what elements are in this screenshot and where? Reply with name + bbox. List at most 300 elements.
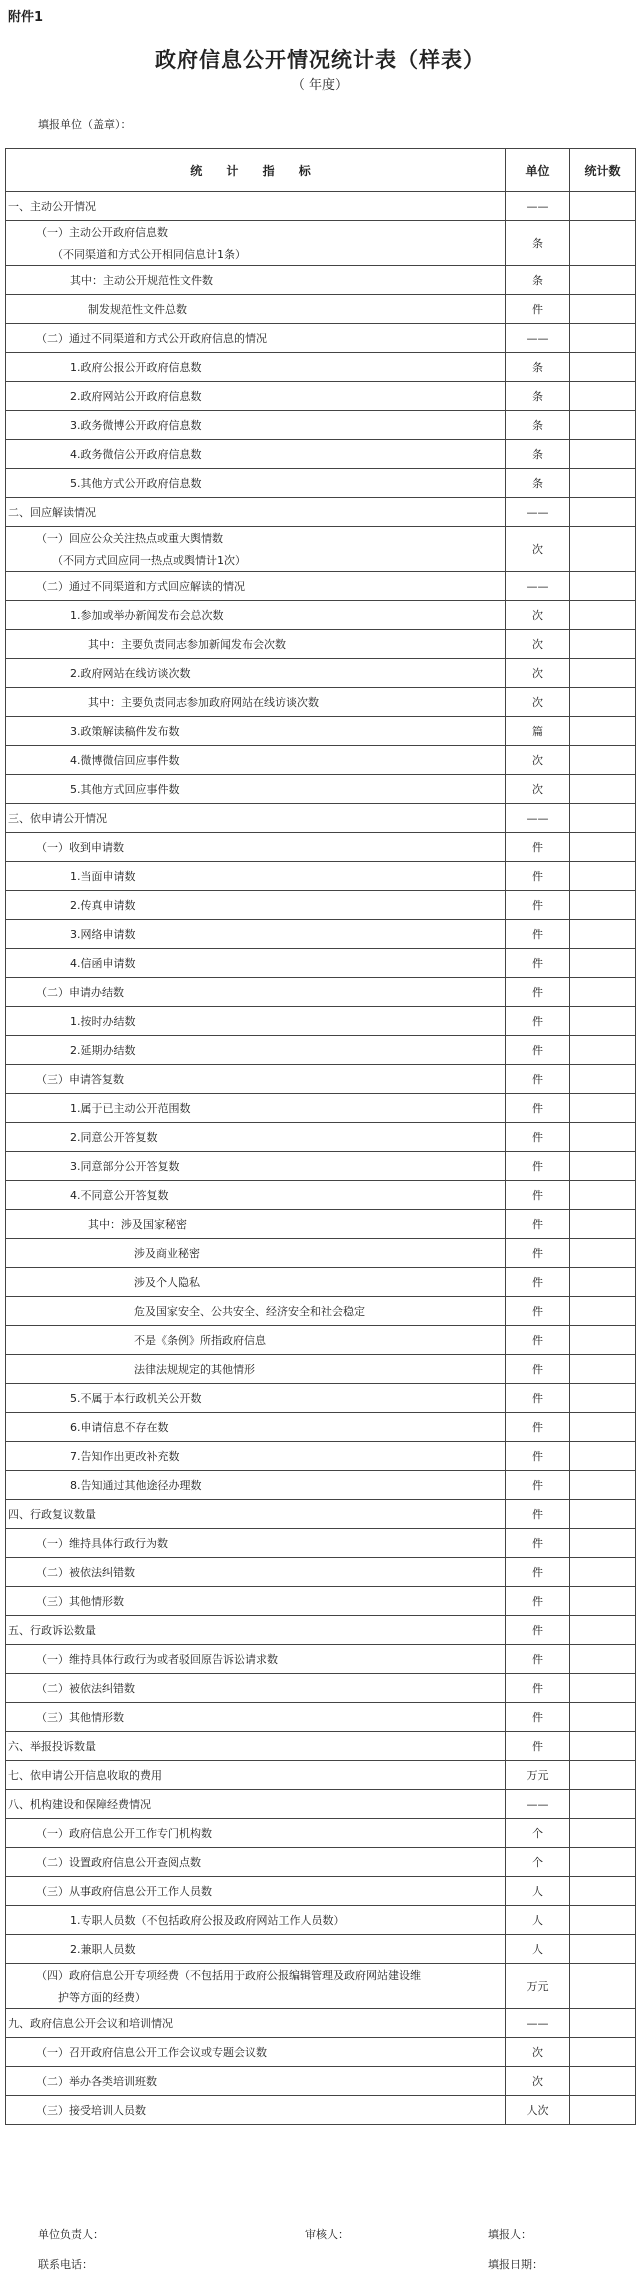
indicator-label: 2.政府网站在线访谈次数	[70, 667, 191, 680]
unit-cell: 次	[506, 630, 570, 659]
indicator-label: （三）其他情形数	[36, 1711, 124, 1724]
indicator-cell	[6, 1529, 506, 1558]
indicator-cell	[6, 1268, 506, 1297]
indicator-cell	[6, 440, 506, 469]
table-row	[6, 1732, 636, 1761]
count-cell[interactable]	[570, 1007, 636, 1036]
unit-cell: 件	[506, 1384, 570, 1413]
count-cell[interactable]	[570, 1123, 636, 1152]
indicator-label: 1.参加或举办新闻发布会总次数	[70, 609, 224, 622]
indicator-label: （一）政府信息公开工作专门机构数	[36, 1827, 212, 1840]
unit-cell: 件	[506, 1645, 570, 1674]
indicator-sublabel: （不同渠道和方式公开相同信息计1条）	[52, 248, 246, 261]
indicator-cell	[6, 1732, 506, 1761]
unit-cell: 条	[506, 353, 570, 382]
indicator-label: 其中：主动公开规范性文件数	[70, 274, 213, 287]
count-cell[interactable]	[570, 1239, 636, 1268]
unit-cell: 条	[506, 382, 570, 411]
count-cell[interactable]	[570, 2038, 636, 2067]
unit-cell: 次	[506, 688, 570, 717]
count-cell[interactable]	[570, 2096, 636, 2125]
count-cell[interactable]	[570, 324, 636, 353]
table-row	[6, 891, 636, 920]
count-cell[interactable]	[570, 572, 636, 601]
unit-cell: 件	[506, 1094, 570, 1123]
unit-cell: 件	[506, 1732, 570, 1761]
count-cell[interactable]	[570, 1732, 636, 1761]
table-row	[6, 630, 636, 659]
indicator-label: 法律法规规定的其他情形	[134, 1363, 255, 1376]
unit-cell: 条	[506, 469, 570, 498]
unit-cell: 人	[506, 1877, 570, 1906]
table-row	[6, 1674, 636, 1703]
indicator-cell	[6, 1210, 506, 1239]
table-row	[6, 1297, 636, 1326]
count-cell[interactable]	[570, 1877, 636, 1906]
count-cell[interactable]	[570, 1703, 636, 1732]
filler-label: 填报人：	[488, 2228, 532, 2241]
unit-cell: 件	[506, 1123, 570, 1152]
unit-cell: 件	[506, 295, 570, 324]
count-cell[interactable]	[570, 1036, 636, 1065]
table-row	[6, 1616, 636, 1645]
filler-unit-label: 填报单位（盖章）：	[38, 118, 132, 131]
indicator-cell	[6, 601, 506, 630]
indicator-cell	[6, 630, 506, 659]
table-row	[6, 862, 636, 891]
count-cell[interactable]	[570, 1616, 636, 1645]
table-row	[6, 353, 636, 382]
unit-cell: 条	[506, 266, 570, 295]
unit-cell: 万元	[506, 1761, 570, 1790]
indicator-cell	[6, 1384, 506, 1413]
indicator-label: 涉及个人隐私	[134, 1276, 200, 1289]
table-row	[6, 1790, 636, 1819]
table-row	[6, 2067, 636, 2096]
date-label: 填报日期：	[488, 2258, 543, 2271]
count-cell[interactable]	[570, 1384, 636, 1413]
indicator-label: （一）维持具体行政行为数	[36, 1537, 168, 1550]
indicator-label: 三、依申请公开情况	[8, 812, 107, 825]
unit-cell: 条	[506, 221, 570, 266]
year-line: （ 年度）	[291, 78, 349, 93]
table-row	[6, 221, 636, 266]
indicator-cell	[6, 1471, 506, 1500]
indicator-label: 6.申请信息不存在数	[70, 1421, 169, 1434]
count-cell[interactable]	[570, 295, 636, 324]
indicator-label: 3.政务微博公开政府信息数	[70, 419, 202, 432]
unit-cell: 件	[506, 1703, 570, 1732]
count-cell[interactable]	[570, 1210, 636, 1239]
unit-cell: 件	[506, 833, 570, 862]
indicator-cell	[6, 411, 506, 440]
indicator-label: 4.微博微信回应事件数	[70, 754, 180, 767]
reviewer-label: 审核人：	[305, 2228, 349, 2241]
unit-cell: 条	[506, 440, 570, 469]
count-cell[interactable]	[570, 527, 636, 572]
indicator-cell	[6, 1152, 506, 1181]
indicator-cell	[6, 2096, 506, 2125]
count-cell[interactable]	[570, 1761, 636, 1790]
unit-cell: 次	[506, 2067, 570, 2096]
unit-cell: 次	[506, 2038, 570, 2067]
unit-cell: 件	[506, 1152, 570, 1181]
table-row	[6, 1181, 636, 1210]
indicator-label: （一）召开政府信息公开工作会议或专题会议数	[36, 2046, 267, 2059]
table-row	[6, 804, 636, 833]
indicator-label: 2.兼职人员数	[70, 1943, 136, 1956]
indicator-label: 危及国家安全、公共安全、经济安全和社会稳定	[134, 1305, 365, 1318]
unit-cell: 件	[506, 1297, 570, 1326]
unit-cell: 件	[506, 1007, 570, 1036]
count-cell[interactable]	[570, 1297, 636, 1326]
table-row	[6, 1326, 636, 1355]
indicator-label: 2.同意公开答复数	[70, 1131, 158, 1144]
count-cell[interactable]	[570, 1181, 636, 1210]
table-row	[6, 192, 636, 221]
indicator-cell	[6, 1239, 506, 1268]
count-cell[interactable]	[570, 221, 636, 266]
indicator-cell	[6, 1123, 506, 1152]
unit-cell: 篇	[506, 717, 570, 746]
table-row	[6, 746, 636, 775]
count-cell[interactable]	[570, 1558, 636, 1587]
table-row	[6, 1239, 636, 1268]
table-row	[6, 1819, 636, 1848]
count-cell[interactable]	[570, 833, 636, 862]
indicator-label: 8.告知通过其他途径办理数	[70, 1479, 202, 1492]
indicator-label: 3.政策解读稿件发布数	[70, 725, 180, 738]
count-cell[interactable]	[570, 1587, 636, 1616]
unit-cell: 人	[506, 1906, 570, 1935]
count-cell[interactable]	[570, 1442, 636, 1471]
page-title: 政府信息公开情况统计表（样表）	[155, 47, 485, 72]
indicator-label: （三）申请答复数	[36, 1073, 124, 1086]
indicator-label: 1.按时办结数	[70, 1015, 136, 1028]
indicator-label: 四、行政复议数量	[8, 1508, 96, 1521]
unit-cell: 件	[506, 1210, 570, 1239]
unit-cell: 人	[506, 1935, 570, 1964]
indicator-cell	[6, 498, 506, 527]
unit-cell: 件	[506, 1181, 570, 1210]
unit-cell: ——	[506, 804, 570, 833]
indicator-label: （二）被依法纠错数	[36, 1682, 135, 1695]
indicator-cell	[6, 1007, 506, 1036]
indicator-label: （三）其他情形数	[36, 1595, 124, 1608]
table-row	[6, 2009, 636, 2038]
indicator-label: 1.政府公报公开政府信息数	[70, 361, 202, 374]
count-cell[interactable]	[570, 775, 636, 804]
indicator-label: （一）主动公开政府信息数	[36, 226, 168, 239]
unit-cell: ——	[506, 2009, 570, 2038]
unit-cell: 件	[506, 1355, 570, 1384]
count-cell[interactable]	[570, 1326, 636, 1355]
count-cell[interactable]	[570, 469, 636, 498]
unit-cell: 件	[506, 978, 570, 1007]
table-row	[6, 601, 636, 630]
indicator-cell	[6, 382, 506, 411]
count-cell[interactable]	[570, 949, 636, 978]
count-cell[interactable]	[570, 717, 636, 746]
indicator-cell	[6, 1761, 506, 1790]
count-cell[interactable]	[570, 1065, 636, 1094]
count-cell[interactable]	[570, 411, 636, 440]
indicator-cell	[6, 1355, 506, 1384]
count-cell[interactable]	[570, 804, 636, 833]
table-row	[6, 2038, 636, 2067]
unit-cell: ——	[506, 324, 570, 353]
unit-cell: 件	[506, 1326, 570, 1355]
indicator-cell	[6, 1935, 506, 1964]
count-cell[interactable]	[570, 1500, 636, 1529]
unit-cell: 件	[506, 1442, 570, 1471]
indicator-label: 4.信函申请数	[70, 957, 136, 970]
count-cell[interactable]	[570, 862, 636, 891]
table-row	[6, 2096, 636, 2125]
attachment-label: 附件1	[8, 10, 44, 25]
indicator-cell	[6, 833, 506, 862]
count-cell[interactable]	[570, 1964, 636, 2009]
indicator-label: 3.网络申请数	[70, 928, 136, 941]
unit-cell: 件	[506, 1587, 570, 1616]
indicator-cell	[6, 295, 506, 324]
indicator-cell	[6, 949, 506, 978]
indicator-label: （二）举办各类培训班数	[36, 2075, 157, 2088]
indicator-label: 八、机构建设和保障经费情况	[8, 1798, 151, 1811]
indicator-label: （二）被依法纠错数	[36, 1566, 135, 1579]
indicator-label: 一、主动公开情况	[8, 200, 96, 213]
table-row	[6, 1036, 636, 1065]
table-row	[6, 1065, 636, 1094]
count-cell[interactable]	[570, 920, 636, 949]
count-cell[interactable]	[570, 266, 636, 295]
indicator-cell	[6, 1500, 506, 1529]
count-cell[interactable]	[570, 440, 636, 469]
unit-cell: 次	[506, 527, 570, 572]
table-row	[6, 1761, 636, 1790]
unit-cell: 万元	[506, 1964, 570, 2009]
unit-cell: 件	[506, 862, 570, 891]
table-row	[6, 1094, 636, 1123]
table-row	[6, 1500, 636, 1529]
table-body	[6, 192, 636, 2125]
unit-cell: 件	[506, 949, 570, 978]
indicator-cell	[6, 775, 506, 804]
table-row	[6, 1848, 636, 1877]
phone-label: 联系电话：	[38, 2258, 93, 2271]
indicator-label: 其中：主要负责同志参加政府网站在线访谈次数	[88, 696, 319, 709]
table-row	[6, 266, 636, 295]
indicator-label: 5.其他方式公开政府信息数	[70, 477, 202, 490]
indicator-sublabel: 护等方面的经费）	[58, 1991, 146, 2004]
count-cell[interactable]	[570, 1471, 636, 1500]
count-cell[interactable]	[570, 1935, 636, 1964]
count-cell[interactable]	[570, 498, 636, 527]
indicator-cell	[6, 1413, 506, 1442]
indicator-cell	[6, 266, 506, 295]
indicator-label: （四）政府信息公开专项经费（不包括用于政府公报编辑管理及政府网站建设维	[36, 1969, 421, 1982]
unit-cell: 件	[506, 1065, 570, 1094]
unit-cell: 件	[506, 1036, 570, 1065]
indicator-cell	[6, 1442, 506, 1471]
count-cell[interactable]	[570, 1848, 636, 1877]
table-row	[6, 295, 636, 324]
indicator-cell	[6, 527, 506, 572]
table-row	[6, 833, 636, 862]
count-cell[interactable]	[570, 891, 636, 920]
table-row	[6, 1645, 636, 1674]
statistics-table	[5, 148, 636, 2125]
indicator-cell	[6, 1558, 506, 1587]
unit-cell: 件	[506, 1239, 570, 1268]
indicator-cell	[6, 746, 506, 775]
indicator-label: 2.政府网站公开政府信息数	[70, 390, 202, 403]
unit-cell: 件	[506, 1471, 570, 1500]
indicator-label: （三）接受培训人员数	[36, 2104, 146, 2117]
count-cell[interactable]	[570, 746, 636, 775]
unit-header: 单位	[506, 149, 570, 192]
count-cell[interactable]	[570, 382, 636, 411]
table-row	[6, 411, 636, 440]
indicator-cell	[6, 2038, 506, 2067]
indicator-label: （三）从事政府信息公开工作人员数	[36, 1885, 212, 1898]
unit-cell: 件	[506, 920, 570, 949]
table-row	[6, 688, 636, 717]
indicator-label: 1.属于已主动公开范围数	[70, 1102, 191, 1115]
table-row	[6, 1964, 636, 2009]
count-cell[interactable]	[570, 1906, 636, 1935]
table-row	[6, 1210, 636, 1239]
count-cell[interactable]	[570, 659, 636, 688]
indicator-cell	[6, 1703, 506, 1732]
table-row	[6, 1355, 636, 1384]
unit-cell: 次	[506, 659, 570, 688]
unit-cell: 件	[506, 891, 570, 920]
unit-cell: 个	[506, 1848, 570, 1877]
indicator-cell	[6, 978, 506, 1007]
table-header-row	[6, 149, 636, 192]
table-row	[6, 1268, 636, 1297]
table-row	[6, 775, 636, 804]
table-row	[6, 717, 636, 746]
table-row	[6, 978, 636, 1007]
count-cell[interactable]	[570, 2009, 636, 2038]
indicator-label: 4.不同意公开答复数	[70, 1189, 169, 1202]
indicator-label: 其中：涉及国家秘密	[88, 1218, 187, 1231]
indicator-cell	[6, 862, 506, 891]
indicator-label: 其中：主要负责同志参加新闻发布会次数	[88, 638, 286, 651]
indicator-label: 涉及商业秘密	[134, 1247, 200, 1260]
table-row	[6, 469, 636, 498]
indicator-cell	[6, 1616, 506, 1645]
indicator-label: 1.专职人员数（不包括政府公报及政府网站工作人员数）	[70, 1914, 345, 1927]
unit-cell: 件	[506, 1529, 570, 1558]
indicator-cell	[6, 192, 506, 221]
unit-cell: ——	[506, 192, 570, 221]
indicator-label: 7.告知作出更改补充数	[70, 1450, 180, 1463]
count-cell[interactable]	[570, 1268, 636, 1297]
table-row	[6, 1877, 636, 1906]
table-row	[6, 1152, 636, 1181]
count-cell[interactable]	[570, 630, 636, 659]
indicator-cell	[6, 1964, 506, 2009]
count-cell[interactable]	[570, 1819, 636, 1848]
table-row	[6, 1558, 636, 1587]
indicator-label: （二）通过不同渠道和方式公开政府信息的情况	[36, 332, 267, 345]
unit-head-label: 单位负责人：	[38, 2228, 104, 2241]
indicator-cell	[6, 1848, 506, 1877]
indicator-cell	[6, 688, 506, 717]
indicator-cell	[6, 1819, 506, 1848]
indicator-cell	[6, 1094, 506, 1123]
unit-cell: 次	[506, 601, 570, 630]
count-cell[interactable]	[570, 1645, 636, 1674]
table-row	[6, 324, 636, 353]
indicator-label: 九、政府信息公开会议和培训情况	[8, 2017, 173, 2030]
count-cell[interactable]	[570, 353, 636, 382]
count-cell[interactable]	[570, 192, 636, 221]
count-cell[interactable]	[570, 1152, 636, 1181]
indicator-label: （二）设置政府信息公开查阅点数	[36, 1856, 201, 1869]
table-row	[6, 498, 636, 527]
indicator-label: 1.当面申请数	[70, 870, 136, 883]
unit-cell: 人次	[506, 2096, 570, 2125]
indicator-cell	[6, 1674, 506, 1703]
indicator-cell	[6, 572, 506, 601]
count-cell[interactable]	[570, 1529, 636, 1558]
table-row	[6, 527, 636, 572]
indicator-cell	[6, 1877, 506, 1906]
unit-cell: 件	[506, 1500, 570, 1529]
count-cell[interactable]	[570, 978, 636, 1007]
table-row	[6, 572, 636, 601]
table-row	[6, 1384, 636, 1413]
indicator-cell	[6, 717, 506, 746]
count-cell[interactable]	[570, 601, 636, 630]
table-row	[6, 1587, 636, 1616]
indicator-label: 二、回应解读情况	[8, 506, 96, 519]
count-header: 统计数	[570, 149, 636, 192]
unit-cell: ——	[506, 498, 570, 527]
indicator-cell	[6, 1065, 506, 1094]
indicator-label: （一）维持具体行政行为或者驳回原告诉讼请求数	[36, 1653, 278, 1666]
indicator-label: （一）收到申请数	[36, 841, 124, 854]
indicator-cell	[6, 1790, 506, 1819]
indicator-label: 六、举报投诉数量	[8, 1740, 96, 1753]
count-cell[interactable]	[570, 1094, 636, 1123]
count-cell[interactable]	[570, 2067, 636, 2096]
unit-cell: ——	[506, 572, 570, 601]
indicator-label: （二）申请办结数	[36, 986, 124, 999]
count-cell[interactable]	[570, 1790, 636, 1819]
unit-cell: 条	[506, 411, 570, 440]
indicator-cell	[6, 1645, 506, 1674]
indicator-cell	[6, 920, 506, 949]
count-cell[interactable]	[570, 688, 636, 717]
count-cell[interactable]	[570, 1355, 636, 1384]
table-row	[6, 1123, 636, 1152]
table-row	[6, 1906, 636, 1935]
indicator-cell	[6, 1906, 506, 1935]
count-cell[interactable]	[570, 1674, 636, 1703]
table-row	[6, 1442, 636, 1471]
unit-cell: 件	[506, 1413, 570, 1442]
count-cell[interactable]	[570, 1413, 636, 1442]
table-row	[6, 1529, 636, 1558]
indicator-label: 制发规范性文件总数	[88, 303, 187, 316]
unit-cell: 次	[506, 775, 570, 804]
table-row	[6, 1471, 636, 1500]
